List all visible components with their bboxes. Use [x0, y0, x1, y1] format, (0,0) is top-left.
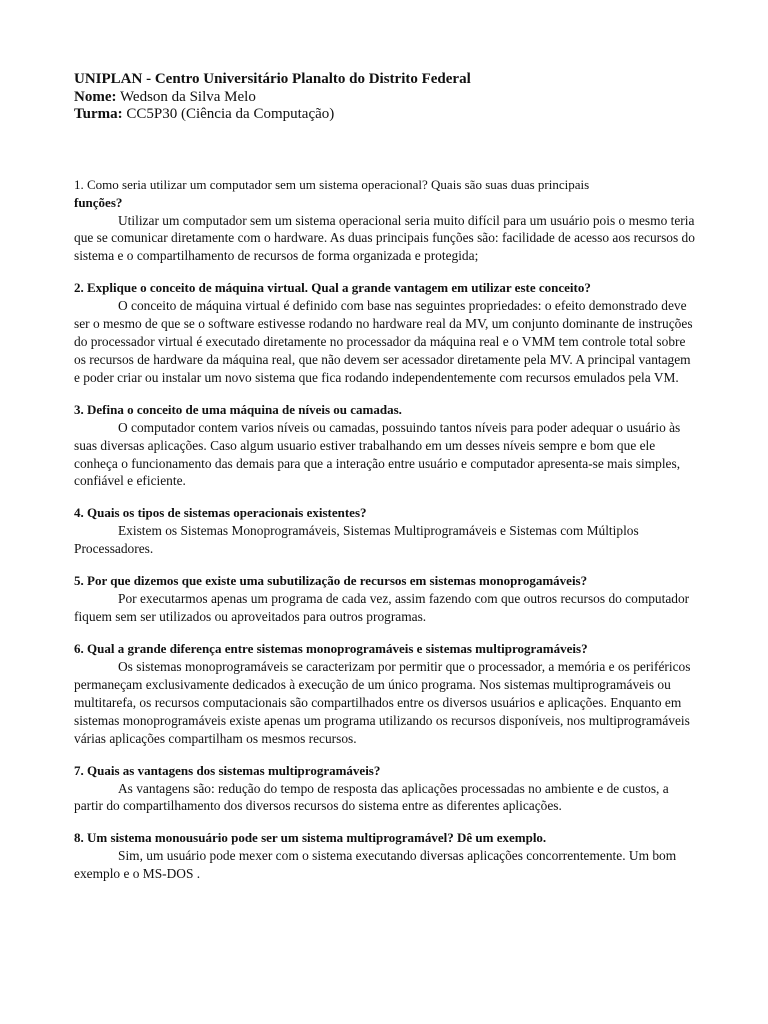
question-8: 8. Um sistema monousuário pode ser um sistema multiprogramável? Dê um exemplo. [74, 830, 547, 846]
question-4: 4. Quais os tipos de sistemas operacionais existentes? [74, 505, 367, 521]
institution-title: UNIPLAN - Centro Universitário Planalto do Distrito Federal [74, 71, 471, 87]
answer-1: Utilizar um computador sem um sistema operacional seria muito difícil para um usuário pois o mesmo teria que se comunicar diretamente com o hardware. As duas principais funções são: facilidade de acesso aos recursos do sistema e o compartilhamento de recursos de forma organizada e protegida; [74, 212, 695, 264]
class-label: Turma: [74, 106, 123, 122]
answer-7: As vantagens são: redução do tempo de resposta das aplicações processadas no ambiente e de custos, a partir do compartilhamento dos diversos recursos do sistema entre as diferentes aplicações. [74, 780, 669, 814]
answer-6: Os sistemas monoprogramáveis se caracterizam por permitir que o processador, a memória e os periféricos permaneçam exclusivamente dedicados à execução de um único programa. Nos sistemas multiprogramáveis ou multitarefa, os recursos computacionais são compartilhados entre os diversos usuários e aplicações. Enquanto em sistemas monoprogramáveis existe apenas um programa utilizando os recursos disponíveis, nos multiprogramáveis várias aplicações compartilham os mesmos recursos. [74, 659, 691, 746]
question-3: 3. Defina o conceito de uma máquina de níveis ou camadas. [74, 401, 402, 417]
question-block-5 [74, 572, 696, 626]
answer-3: O computador contem varios níveis ou camadas, possuindo tantos níveis para poder adequar o usuário às suas diversas aplicações. Caso algum usuario estiver trabalhando em um desses níveis sempre e bom que ele conheça o funcionamento das demais para que a interação entre usuário e computador apresenta-se mais simples, confiável e eficiente. [74, 419, 681, 489]
question-block-7 [74, 762, 696, 816]
document-header [74, 71, 696, 124]
answer-5: Por executarmos apenas um programa de cada vez, assim fazendo com que outros recursos do computador fiquem sem ser utilizados ou aproveitados para outros programas. [74, 591, 690, 625]
name-label: Nome: [74, 88, 117, 105]
answer-2: O conceito de máquina virtual é definido com base nas seguintes propriedades: o efeito demonstrado deve ser o mesmo de que se o software estivesse rodando no hardware real da MV, um conjunto dominante de instruções do processador virtual é executado diretamente no processador da máquina real e o VMM tem controle total sobre os recursos de hardware da máquina real, que não devem ser acessador diretamente pela MV. A principal vantagem e poder criar ou instalar um novo sistema que fica rodando independentemente com recursos emulados pela VM. [74, 298, 693, 385]
question-6: 6. Qual a grande diferença entre sistemas monoprogramáveis e sistemas multiprogramáveis? [74, 641, 588, 656]
question-1-tail: funções? [74, 194, 123, 210]
answer-8: Sim, um usuário pode mexer com o sistema executando diversas aplicações concorrentemente. Um bom exemplo e o MS-DOS . [74, 848, 677, 882]
question-block-2 [74, 279, 696, 387]
question-block-8 [74, 829, 696, 883]
answer-4-line-1: Existem os Sistemas Monoprogramáveis, Sistemas Multiprogramáveis e Sistemas com Múltiplos [118, 523, 639, 539]
document-page [74, 71, 696, 897]
question-7: 7. Quais as vantagens dos sistemas multiprogramáveis? [74, 762, 381, 778]
question-1 [74, 176, 696, 212]
spacer [74, 124, 696, 176]
question-2: 2. Explique o conceito de máquina virtual. Qual a grande vantagem em utilizar este conceito? [74, 280, 591, 296]
answer-4-line-2: Processadores. [74, 541, 154, 557]
question-block-3 [74, 401, 696, 491]
name-value: Wedson da Silva Melo [119, 88, 256, 105]
question-1-lead: 1. Como seria utilizar um computador sem um sistema operacional? Quais são suas duas principais [74, 176, 590, 192]
question-block-6 [74, 640, 696, 748]
class-value: CC5P30 (Ciência da Computação) [126, 106, 335, 122]
question-block-1 [74, 176, 696, 266]
question-block-4 [74, 504, 696, 558]
question-5: 5. Por que dizemos que existe uma subutilização de recursos em sistemas monoprogamáveis? [74, 573, 588, 589]
